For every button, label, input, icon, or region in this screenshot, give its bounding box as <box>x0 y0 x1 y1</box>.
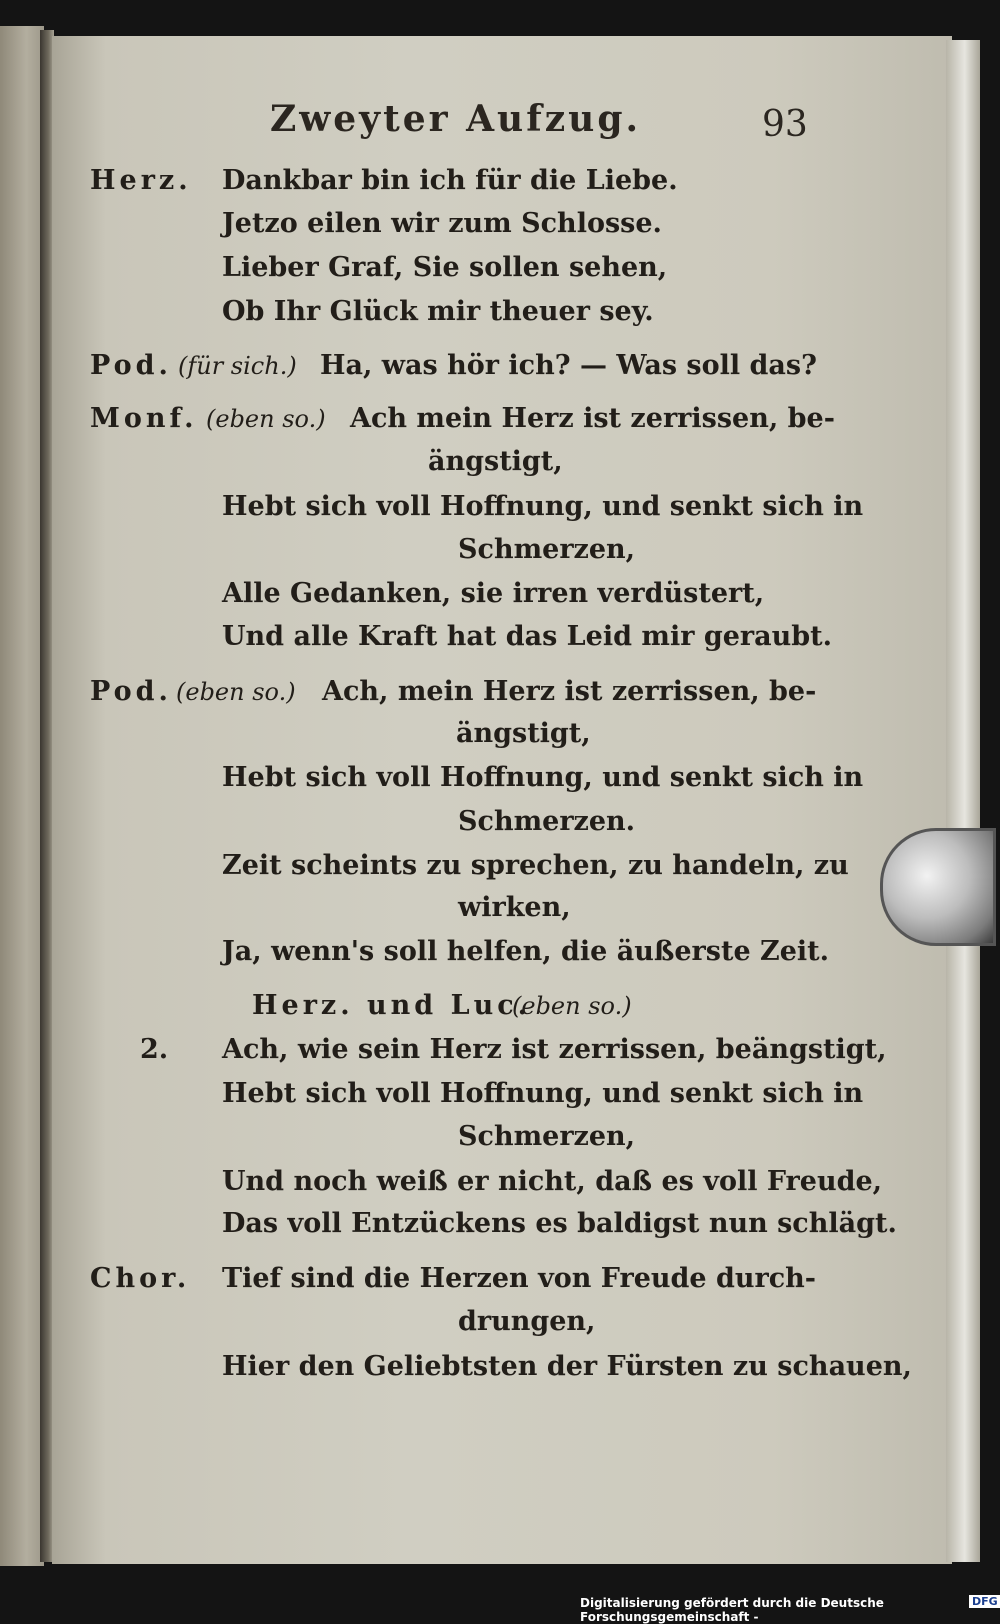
stage-direction: (eben so.) <box>206 405 326 433</box>
verse-line: Zeit scheints zu sprechen, zu handeln, zu <box>222 850 849 881</box>
verse-line: Ach, wie sein Herz ist zerrissen, beängstigt, <box>222 1034 887 1065</box>
verse-line: Dankbar bin ich für die Liebe. <box>222 165 678 196</box>
dfg-logo: DFG <box>969 1595 1000 1608</box>
verse-line: Hebt sich voll Hoffnung, und senkt sich in <box>222 762 864 793</box>
page-number: 93 <box>762 104 808 145</box>
speaker-label: Monf. <box>90 403 198 434</box>
verse-line: Und noch weiß er nicht, daß es voll Freude, <box>222 1166 883 1197</box>
speaker-label: Pod. <box>90 676 172 707</box>
page-clip-icon <box>880 828 996 946</box>
verse-line-continuation: ängstigt, <box>456 718 591 749</box>
verse-line: Ob Ihr Glück mir theuer sey. <box>222 296 654 327</box>
stage-direction: (für sich.) <box>178 352 297 380</box>
running-head: Zweyter Aufzug. <box>270 98 642 140</box>
verse-line: Hebt sich voll Hoffnung, und senkt sich in <box>222 1078 864 1109</box>
verse-line-continuation: wirken, <box>458 892 571 923</box>
verse-line: Tief sind die Herzen von Freude durch- <box>222 1263 816 1294</box>
verse-line: Jetzo eilen wir zum Schlosse. <box>222 208 662 239</box>
verse-line: Das voll Entzückens es baldigst nun schlägt. <box>222 1208 897 1239</box>
stage-direction: (eben so.) <box>512 992 632 1020</box>
stage-direction: (eben so.) <box>176 678 296 706</box>
verse-line: Ach, mein Herz ist zerrissen, be- <box>322 676 817 707</box>
speaker-label: Pod. <box>90 350 172 381</box>
speaker-label: Herz. und Luc. <box>252 990 532 1021</box>
verse-line-continuation: drungen, <box>458 1306 596 1337</box>
verse-line: Ha, was hör ich? — Was soll das? <box>320 350 817 381</box>
verse-line: Ach mein Herz ist zerrissen, be- <box>350 403 835 434</box>
verse-line: Und alle Kraft hat das Leid mir geraubt. <box>222 621 832 652</box>
verse-number: 2. <box>140 1034 169 1065</box>
left-page-edge <box>0 26 44 1566</box>
verse-line-continuation: ängstigt, <box>428 446 563 477</box>
verse-line: Alle Gedanken, sie irren verdüstert, <box>222 578 765 609</box>
speaker-label: Herz. <box>90 165 192 196</box>
verse-line-continuation: Schmerzen, <box>458 534 636 565</box>
verse-line: Ja, wenn's soll helfen, die äußerste Zeit. <box>222 936 830 967</box>
verse-line: Hebt sich voll Hoffnung, und senkt sich in <box>222 491 864 522</box>
speaker-label: Chor. <box>90 1263 191 1294</box>
funding-note: Digitalisierung gefördert durch die Deutsche Forschungsgemeinschaft - <box>580 1596 884 1624</box>
verse-line-continuation: Schmerzen, <box>458 1121 636 1152</box>
page-stack-edge <box>946 40 980 1562</box>
verse-line-continuation: Schmerzen. <box>458 806 636 837</box>
verse-line: Lieber Graf, Sie sollen sehen, <box>222 252 668 283</box>
verse-line: Hier den Geliebtsten der Fürsten zu schauen, <box>222 1351 912 1382</box>
